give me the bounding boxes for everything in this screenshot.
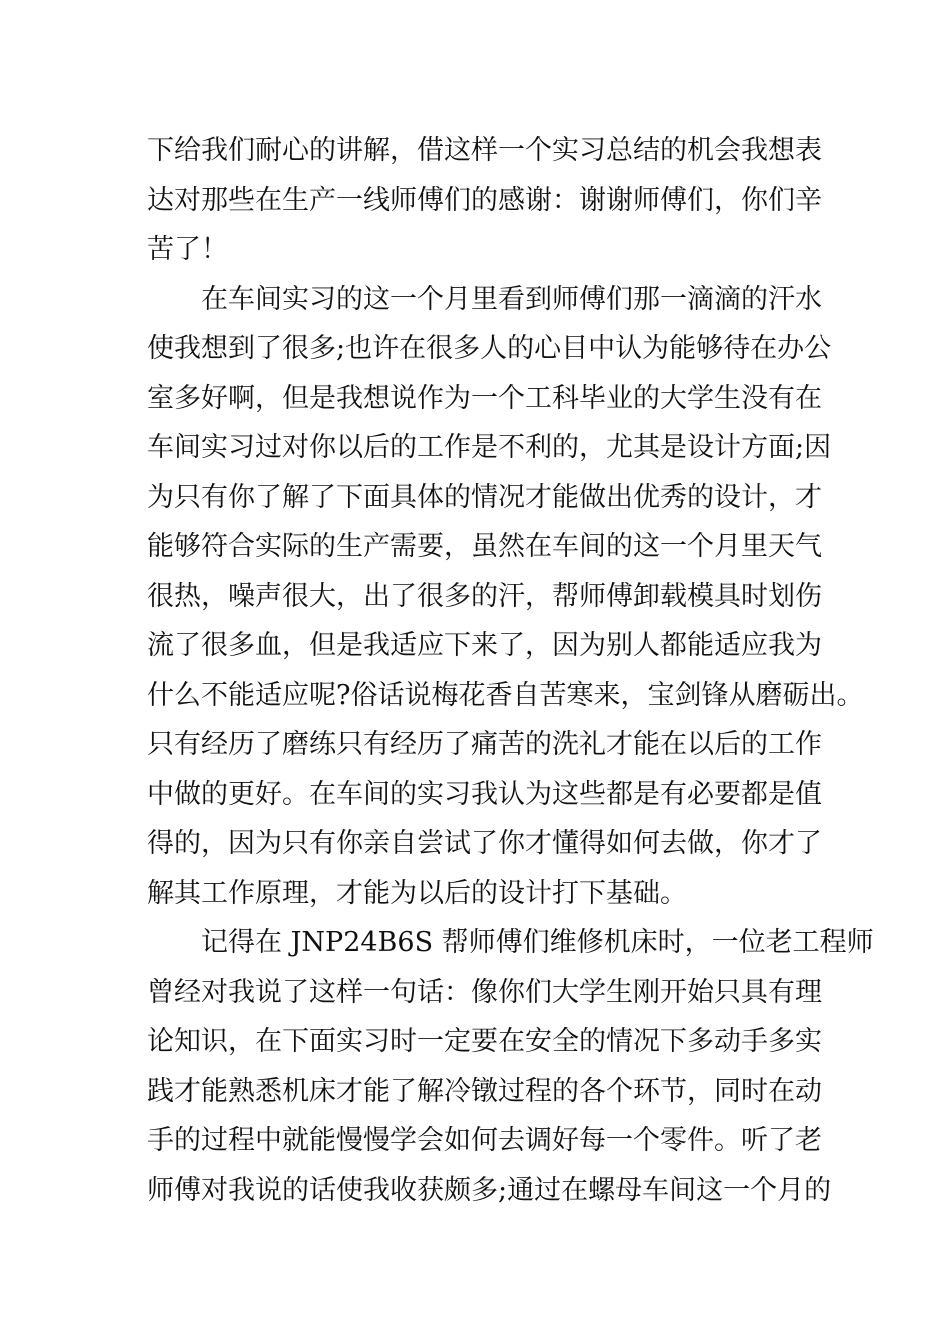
text-line: 践才能熟悉机床才能了解冷镦过程的各个环节，同时在动 [147,1075,822,1107]
text-line: 为只有你了解了下面具体的情况才能做出优秀的设计，才 [147,481,822,513]
text-line: 什么不能适应呢?俗话说梅花香自苦寒来，宝剑锋从磨砺出。 [147,679,864,711]
text-line: 使我想到了很多;也许在很多人的心目中认为能够待在办公 [147,333,832,364]
text-line: 能够符合实际的生产需要，虽然在车间的这一个月里天气 [147,531,822,562]
text-line: 流了很多血，但是我适应下来了，因为别人都能适应我为 [147,630,822,661]
text-line: 很热，噪声很大，出了很多的汗，帮师傅卸载模具时划伤 [147,580,822,612]
text-line: 室多好啊，但是我想说作为一个工科毕业的大学生没有在 [147,382,822,414]
text-line: 曾经对我说了这样一句话：像你们大学生刚开始只具有理 [147,976,822,1008]
text-line: 只有经历了磨练只有经历了痛苦的洗礼才能在以后的工作 [147,729,822,760]
text-line: 论知识，在下面实习时一定要在安全的情况下多动手多实 [147,1026,822,1057]
text-line: 中做的更好。在车间的实习我认为这些都是有必要都是值 [147,778,822,810]
text-line: 记得在 JNP24B6S 帮师傅们维修机床时，一位老工程师 [201,927,874,958]
text-line: 得的，因为只有你亲自尝试了你才懂得如何去做，你才了 [147,828,822,859]
text-line: 解其工作原理，才能为以后的设计打下基础。 [147,877,687,909]
text-line: 手的过程中就能慢慢学会如何去调好每一个零件。听了老 [147,1125,822,1156]
text-line: 苦了！ [147,234,228,265]
text-line: 车间实习过对你以后的工作是不利的，尤其是设计方面;因 [147,432,832,463]
text-line: 下给我们耐心的讲解，借这样一个实习总结的机会我想表 [147,135,822,166]
text-line: 在车间实习的这一个月里看到师傅们那一滴滴的汗水 [201,283,822,315]
document-body [147,126,874,1215]
text-line: 达对那些在生产一线师傅们的感谢：谢谢师傅们，你们辛 [147,184,822,216]
text-line: 师傅对我说的话使我收获颇多;通过在螺母车间这一个月的 [147,1174,832,1206]
